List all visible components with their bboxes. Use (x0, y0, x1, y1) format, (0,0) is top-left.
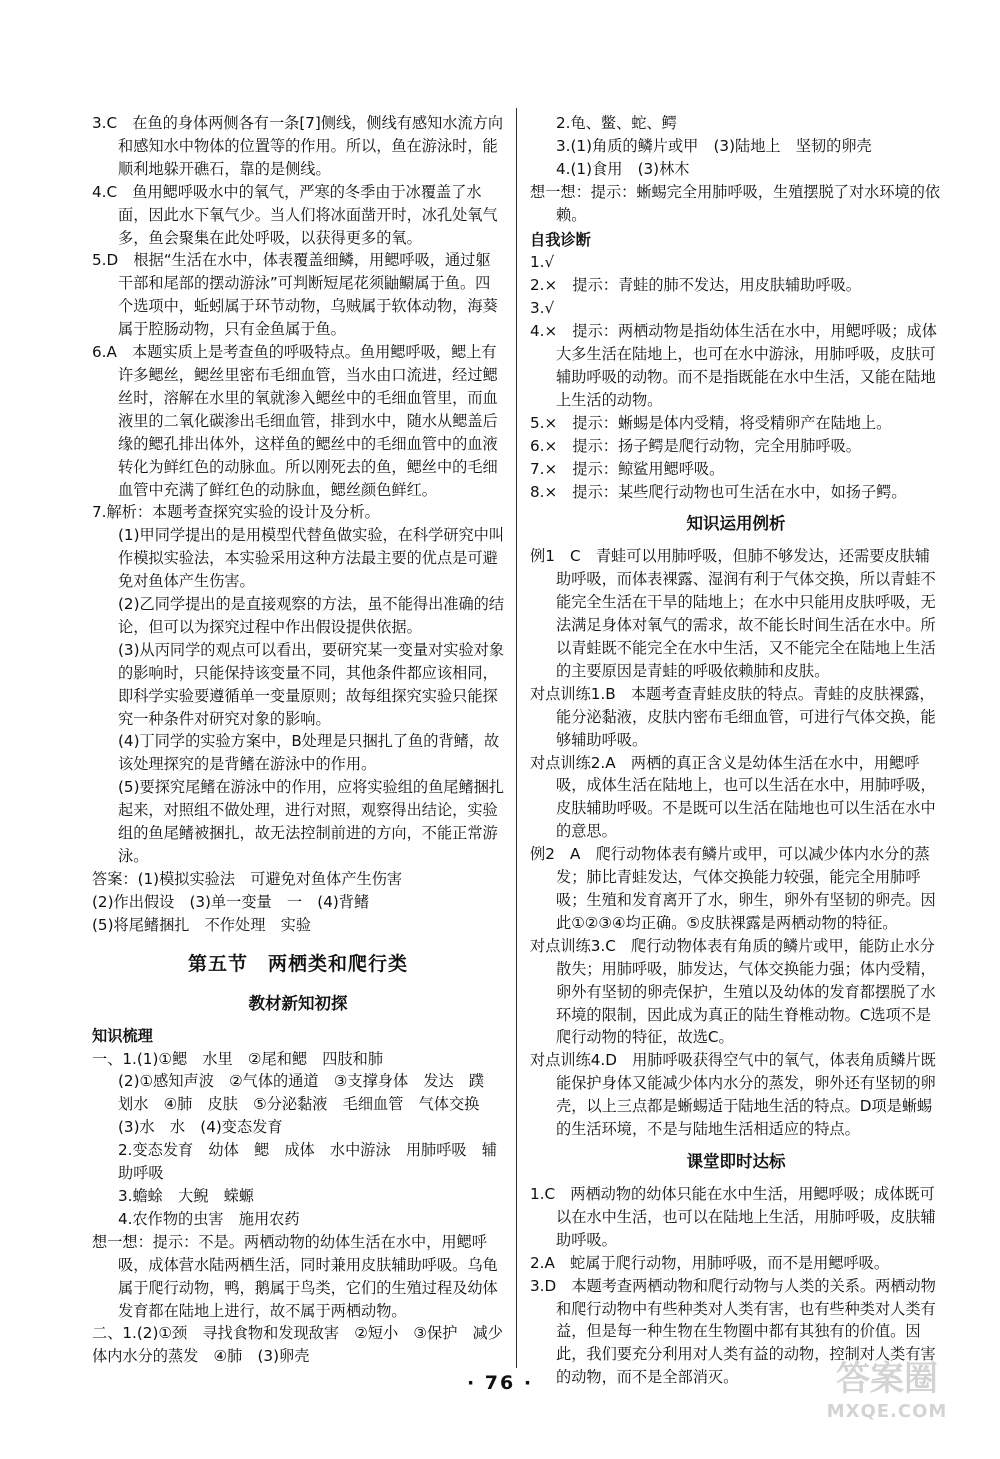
watermark-top: 答案圈 (836, 1359, 938, 1399)
section-title: 第五节 两栖类和爬行类 (187, 952, 408, 975)
column-divider (516, 108, 517, 1368)
training-4: 对点训练4.D 用肺呼吸获得空气中的氧气，体表角质鳞片既能保护身体又能减少体内水分的蒸发，卵外还有坚韧的卵壳，以上三点都是蜥蜴适于陆地生活的特点。D项是蜥蜴的生活环境，不是与陆地生活相适应的特点。 (530, 1051, 936, 1139)
answer-7-part-3: (3)从丙同学的观点可以看出，要研究某一变量对实验对象的影响时，只能保持该变量不同，其他条件都应该相同，即科学实验要遵循单一变量原则；故每组探究实验只能探究一种条件对研究对象的影响。 (118, 640, 505, 728)
answer-7-part-1: (1)甲同学提出的是用模型代替鱼做实验，在科学研究中叫作模拟实验法，本实验采用这种方法最主要的优点是可避免对鱼体产生伤害。 (118, 526, 505, 591)
answer-7-key-2: (2)作出假设 (3)单一变量 一 (4)背鳍 (92, 892, 370, 911)
self-check-2: 2.× 提示：青蛙的肺不发达，用皮肤辅助呼吸。 (530, 276, 861, 295)
watermark-logo (792, 1357, 982, 1437)
think-about-it-2: 想一想：提示：蜥蜴完全用肺呼吸，生殖摆脱了对水环境的依赖。 (530, 182, 941, 224)
knowledge-line-6: 二、1.(2)①颈 寻找食物和发现敌害 ②短小 ③保护 减少体内水分的蒸发 ④肺 (3)卵壳 (92, 1324, 503, 1366)
knowledge-line-2: (2)①感知声波 ②气体的通道 ③支撑身体 发达 蹼 划水 ④肺 皮肤 ⑤分泌黏液 毛细血管 气体交换 (3)水 水 (4)变态发育 (118, 1072, 500, 1137)
self-check-7: 7.× 提示：鲸鲨用鳃呼吸。 (530, 459, 725, 478)
self-check-1: 1.√ (530, 253, 555, 272)
subsection-title-class-check: 课堂即时达标 (686, 1151, 786, 1171)
answer-7-part-5: (5)要探究尾鳍在游泳中的作用，应将实验组的鱼尾鳍捆扎起来，对照组不做处理，进行对照，观察得出结论，实验组的鱼尾鳍被捆扎，故无法控制前进的方向，不能正常游泳。 (118, 778, 505, 865)
self-check-5: 5.× 提示：蜥蜴是体内受精，将受精卵产在陆地上。 (530, 413, 892, 432)
example-1: 例1 C 青蛙可以用肺呼吸，但肺不够发达，还需要皮肤辅助呼吸，而体表裸露、湿润有利于气体交换，所以青蛙不能完全生活在干旱的陆地上；在水中只能用皮肤呼吸，无法满足身体对氧气的需求，故不能长时间生活在水中。所以青蛙既不能完全在水中生活，又不能完全在陆地上生活的主要原因是青蛙的呼吸依赖肺和皮肤。 (530, 547, 936, 680)
self-check-6: 6.× 提示：扬子鳄是爬行动物，完全用肺呼吸。 (530, 436, 861, 455)
knowledge-line-4: 3.蟾蜍 大鲵 蝾螈 (118, 1186, 254, 1205)
right-line-3: 4.(1)食用 (3)林木 (556, 159, 690, 178)
self-check-8: 8.× 提示：某些爬行动物也可生活在水中，如扬子鳄。 (530, 482, 907, 501)
right-column (530, 112, 942, 1389)
answer-3: 3.C 在鱼的身体两侧各有一条[7]侧线，侧线有感知水流方向和感知水中物体的位置等的作用。所以，鱼在游泳时，能顺利地躲开礁石，靠的是侧线。 (92, 114, 504, 178)
subsection-title-new-knowledge: 教材新知初探 (248, 993, 348, 1013)
answer-7-key-3: (5)将尾鳍捆扎 不作处理 实验 (92, 915, 311, 934)
answer-7-part-2: (2)乙同学提出的是直接观察的方法，虽不能得出准确的结论，但可以为探究过程中作出假设提供依据。 (118, 595, 505, 636)
answer-7-head: 7.解析：本题考查探究实验的设计及分析。 (92, 503, 380, 522)
training-1: 对点训练1.B 本题考查青蛙皮肤的特点。青蛙的皮肤裸露，能分泌黏液，皮肤内密布毛细血管，可进行气体交换，能够辅助呼吸。 (530, 684, 936, 749)
self-check-3: 3.√ (530, 299, 555, 318)
answer-7-key: 答案：(1)模拟实验法 可避免对鱼体产生伤害 (92, 869, 403, 888)
page-number: · 76 · (466, 1372, 534, 1394)
answer-4: 4.C 鱼用鳃呼吸水中的氧气，严寒的冬季由于冰覆盖了水面，因此水下氧气少。当人们将冰面凿开时，冰孔处氧气多，鱼会聚集在此处呼吸，以获得更多的氧。 (92, 182, 498, 247)
watermark-bottom: MXQE.COM (826, 1401, 948, 1422)
class-check-1: 1.C 两栖动物的幼体只能在水中生活，用鳃呼吸；成体既可以在水中生活，也可以在陆地上生活，用肺呼吸，皮肤辅助呼吸。 (530, 1184, 936, 1249)
class-check-3: 3.D 本题考查两栖动物和爬行动物与人类的关系。两栖动物和爬行动物中有些种类对人类有害，也有些种类对人类有益，但是每一种生物在生物圈中都有其独有的价值。因此，我们要充分利用对人类有益的动物，控制对人类有害的动物，而不是全部消灭。 (530, 1276, 936, 1387)
answer-5: 5.D 根据“生活在水中，体表覆盖细鳞，用鳃呼吸，通过躯干部和尾部的摆动游泳”可判断短尾花须鼬鳚属于鱼。四个选项中，蚯蚓属于环节动物，乌贼属于软体动物，海葵属于腔肠动物，只有金鱼属于鱼。 (92, 251, 498, 339)
left-column (92, 112, 504, 1368)
answer-7-part-4: (4)丁同学的实验方案中，B处理是只捆扎了鱼的背鳍，故该处理探究的是背鳍在游泳中的作用。 (118, 732, 500, 774)
think-about-it-1: 想一想：提示：不是。两栖动物的幼体生活在水中，用鳃呼吸，成体营水陆两栖生活，同时兼用皮肤辅助呼吸。乌龟属于爬行动物，鸭，鹅属于鸟类，它们的生殖过程及幼体发育都在陆地上进行，故不属于两栖动物。 (92, 1232, 498, 1320)
knowledge-line-3: 2.变态发育 幼体 鳃 成体 水中游泳 用肺呼吸 辅助呼吸 (118, 1141, 497, 1183)
knowledge-heading: 知识梳理 (92, 1026, 153, 1045)
right-line-1: 2.龟、鳖、蛇、鳄 (556, 114, 677, 132)
right-line-2: 3.(1)角质的鳞片或甲 (3)陆地上 坚韧的卵壳 (556, 136, 872, 155)
self-check-heading: 自我诊断 (530, 230, 591, 249)
knowledge-line-1: 一、1.(1)①鳃 水里 ②尾和鳃 四肢和肺 (92, 1049, 384, 1068)
knowledge-line-5: 4.农作物的虫害 施用农药 (118, 1209, 300, 1228)
example-2: 例2 A 爬行动物体表有鳞片或甲，可以减少体内水分的蒸发；肺比青蛙发达，气体交换能力较强，能完全用肺呼吸；生殖和发育离开了水，卵生，卵外有坚韧的卵壳。因此①②③④均正确。⑤皮肤裸露是两栖动物的特征。 (530, 845, 936, 932)
class-check-2: 2.A 蛇属于爬行动物，用肺呼吸，而不是用鳃呼吸。 (530, 1253, 890, 1272)
training-2: 对点训练2.A 两栖的真正含义是幼体生活在水中，用鳃呼吸，成体生活在陆地上，也可以生活在水中，用肺呼吸，皮肤辅助呼吸。不是既可以生活在陆地也可以生活在水中的意思。 (530, 753, 936, 841)
subsection-title-examples: 知识运用例析 (686, 514, 786, 534)
answer-6: 6.A 本题实质上是考查鱼的呼吸特点。鱼用鳃呼吸，鳃上有许多鳃丝，鳃丝里密布毛细血管，当水由口流进，经过鳃丝时，溶解在水里的氧就渗入鳃丝中的毛细血管里，而血液里的二氧化碳渗出毛细血管，排到水中，随水从鳃盖后缘的鳃孔排出体外，这样鱼的鳃丝中的毛细血管中的血液转化为鲜红色的动脉血。所以刚死去的鱼，鳃丝中的毛细血管中充满了鲜红色的动脉血，鳃丝颜色鲜红。 (92, 343, 498, 499)
self-check-4: 4.× 提示：两栖动物是指幼体生活在水中，用鳃呼吸；成体大多生活在陆地上，也可在水中游泳，用肺呼吸，皮肤可辅助呼吸的动物。而不是指既能在水中生活，又能在陆地上生活的动物。 (530, 322, 937, 409)
training-3: 对点训练3.C 爬行动物体表有角质的鳞片或甲，能防止水分散失；用肺呼吸，肺发达，气体交换能力强；体内受精，卵外有坚韧的卵壳保护，生殖以及幼体的发育都摆脱了水环境的限制，因此成为真正的陆生脊椎动物。C选项不是爬行动物的特征，故选C。 (530, 936, 936, 1047)
